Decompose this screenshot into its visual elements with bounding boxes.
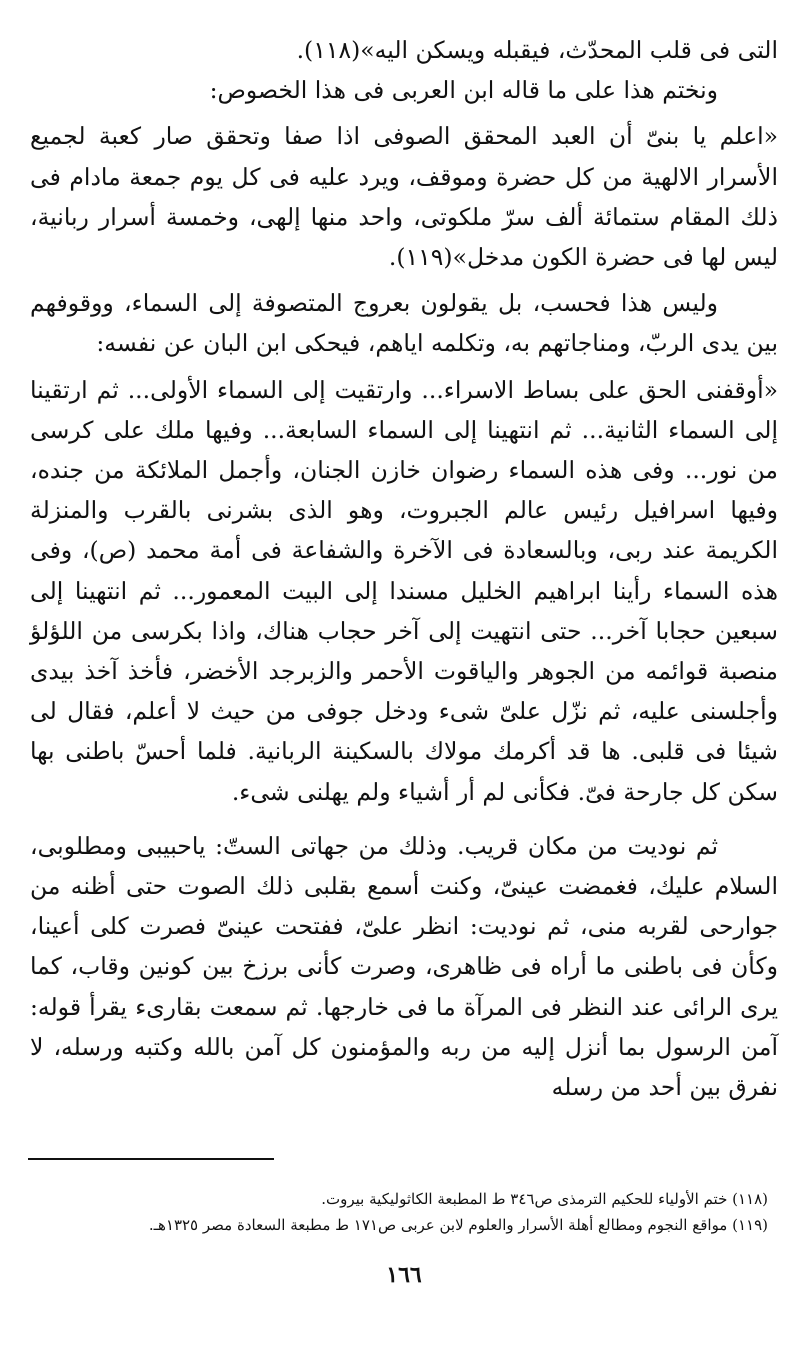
paragraph-ascension: وليس هذا فحسب، بل يقولون بعروج المتصوفة إلى السماء، ووقوفهم بين يدى الربّ، ومناجاتهم به، وتكلمه اياهم، فيحكى ابن البان عن نفسه: [30,289,778,358]
footnotes [40,1186,768,1238]
footnote-divider [28,1158,274,1160]
footnote-119: (١١٩) مواقع النجوم ومطالع أهلة الأسرار والعلوم لابن عربى ص١٧١ ط مطبعة السعادة مصر ١٣٢٥هـ. [148,1216,768,1234]
page-number: ١٦٦ [386,1262,422,1288]
quote-ibn-al-ban: «أوقفنى الحق على بساط الاسراء... وارتقيت إلى السماء الأولى... ثم ارتقينا إلى السماء الثانية... ثم انتهينا إلى السماء السابعة... وفيها ملك على كرسى من نور... وفى هذه السماء رضوان خازن الجنان، وأجمل الملائكة من جنده، وفيها اسرافيل رئيس عالم الجبروت، وهو الذى بشرنى بالقرب والمنزلة الكريمة عند ربى، وبالسعادة فى الآخرة والشفاعة فى أمة محمد (ص)، وفى هذه السماء رأينا ابراهيم الخليل مسندا إلى البيت المعمور... ثم انتهينا إلى سبعين حجابا آخر... حتى انتهيت إلى آخر حجاب هناك، واذا بكرسى من اللؤلؤ منصبة قوائمه من الجوهر والياقوت الأحمر والزبرجد الأخضر، فأخذ آخذ بيدى وأجلسنى عليه، ثم نزّل علىّ شىء ودخل جوفى من حيث لا أعلم، فقال لى شيئا فى قلبى. ها قد أكرمك مولاك بالسكينة الربانية. فلما أحسّ باطنى بها سكن كل جارحة فىّ. فكأنى لم أر أشياء ولم يهلنى شىء. [30,375,778,806]
body-text [30,30,778,1107]
quote-ibn-arabi: «اعلم يا بنىّ أن العبد المحقق الصوفى اذا صفا وتحقق صار كعبة لجميع الأسرار الالهية من كل حضرة وموقف، ويرد عليه فى كل يوم جمعة مادام فى ذلك المقام ستمائة ألف سرّ ملكوتى، واحد منها إلهى، وخمسة أسرار ربانية، ليس لها فى حضرة الكون مدخل»(١١٩). [30,122,778,272]
paragraph-called: ثم نوديت من مكان قريب. وذلك من جهاتى الستّ: ياحبيبى ومطلوبى، السلام عليك، فغمضت عينىّ، وكنت أسمع بقلبى ذلك الصوت حتى أظنه من جوارحى لقربه منى، ثم نوديت: انظر علىّ، ففتحت عينىّ فصرت كلى أعينا، وكأن فى باطنى ما أراه فى ظاهرى، وصرت كأنى برزخ بين كونين وقاب، كما يرى الرائى عند النظر فى المرآة ما فى خارجها. ثم سمعت بقارىء يقرأ قوله: آمن الرسول بما أنزل إليه من ربه والمؤمنون كل آمن بالله وكتبه ورسله، لا نفرق بين أحد من رسله [30,831,779,1102]
footnote-118: (١١٨) ختم الأولياء للحكيم الترمذى ص٣٤٦ ط المطبعة الكاثوليكية بيروت. [321,1190,768,1208]
paragraph-continuation: التى فى قلب المحدّث، فيقبله ويسكن اليه»(١١٨). [296,36,778,64]
paragraph-ibn-arabi-intro: ونختم هذا على ما قاله ابن العربى فى هذا الخصوص: [209,76,718,105]
